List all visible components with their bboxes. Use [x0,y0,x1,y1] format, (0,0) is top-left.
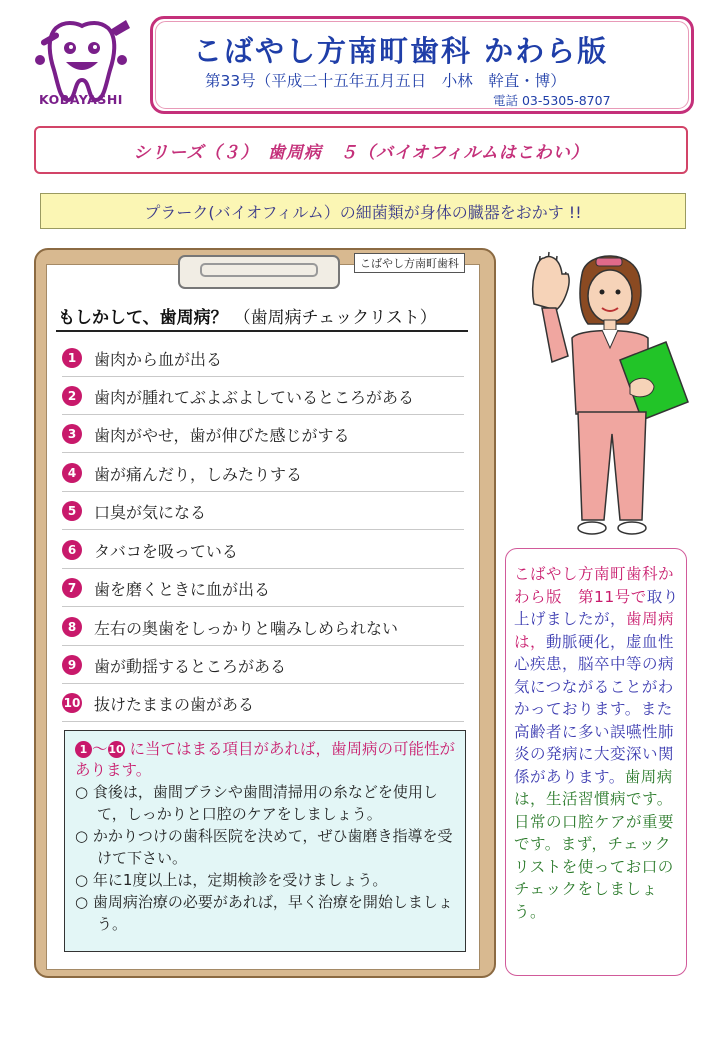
item-text: 抜けたままの歯がある [94,694,255,714]
advice-item: ○ 年に1度以上は，定期検診を受けましょう。 [75,871,388,889]
note-diseases: 動脈硬化，虚血性心疾患，脳卒中等の病気につながることがわかっております。 [514,632,675,718]
series-banner [34,126,688,174]
advice-heading-text: に当てはまる項目があれば，歯周病の可能性があります。 [75,740,455,779]
range-end-badge: 10 [108,743,124,756]
note-call-to-action: まず，チェックリストを使ってお口のチェックをしましょう。 [514,835,674,921]
newsletter-header [150,16,694,114]
item-number: 4 [62,463,82,483]
subtitle-text: プラーク(バイオフィルム）の細菌類が身体の臓器をおかす !! [144,202,582,222]
checklist-item [62,493,464,530]
item-number: 2 [62,386,82,406]
checklist-item [62,340,464,377]
checklist-title [58,303,437,328]
newsletter-title: こばやし方南町歯科 かわら版 [193,34,609,68]
item-text: 左右の奥歯をしっかりと噛みしめられない [94,618,399,638]
checklist-item [62,685,464,722]
checklist-item [62,378,464,415]
item-text: 歯肉が腫れてぶよぶよしているところがある [94,387,415,407]
title-underline [56,330,468,332]
checklist-item [62,532,464,569]
item-text: 歯が動揺するところがある [94,656,287,676]
checklist-title-sub: （歯周病チェックリスト） [233,308,437,328]
item-number: 9 [62,655,82,675]
item-number: 7 [62,578,82,598]
item-number: 6 [62,540,82,560]
note-reference: こばやし方南町歯科かわら版 第11号で [514,565,675,606]
note-topic: 歯周病は， [514,610,675,651]
item-number: 1 [62,348,82,368]
item-text: 口臭が気になる [94,502,207,522]
note-pneumonia: また高齢者に多い誤嚥性肺炎の発病に大変深い関係があります。 [514,700,675,786]
checklist-item [62,416,464,453]
clipboard-clip [178,255,340,289]
advice-heading [75,739,457,781]
range-start-badge: 1 [75,741,92,758]
item-text: 歯を磨くときに血が出る [94,579,271,599]
item-number: 3 [62,424,82,444]
note-intro: 取り上げましたが， [514,587,679,628]
item-text: 歯肉から血が出る [94,349,223,369]
note-lifestyle: 歯周病は，生活習慣病です。日常の口腔ケアが重要です。 [514,767,675,853]
checklist-item [62,570,464,607]
advice-item: ○ 食後は，歯間ブラシや歯間清掃用の糸などを使用して，しっかりと口腔のケアをしましょう。 [75,783,438,823]
item-text: 歯肉がやせ，歯が伸びた感じがする [94,425,350,445]
checklist-item [62,647,464,684]
subtitle-banner [40,193,686,229]
advice-box [64,730,466,952]
advice-item: ○ 歯周病治療の必要があれば，早く治療を開始しましょう。 [75,893,453,933]
clinic-tag: こばやし方南町歯科 [354,253,465,273]
item-number: 8 [62,617,82,637]
range-separator: ～ [92,740,108,758]
phone-number: 電話 03-5305-8707 [493,93,611,108]
logo-text: KOBAYASHI [39,92,123,107]
item-number: 5 [62,501,82,521]
issue-info: 第33号（平成二十五年五月五日 小林 幹直・博） [205,72,566,90]
item-number: 10 [62,693,82,713]
nurse-waving-icon [516,244,696,544]
side-note [505,548,687,976]
checklist-title-main: もしかして、歯周病？ [58,308,228,328]
checklist-item [62,455,464,492]
item-text: タバコを吸っている [94,541,238,561]
checklist-item [62,609,464,646]
advice-item: ○ かかりつけの歯科医院を決めて，ぜひ歯磨き指導を受けて下さい。 [75,827,453,867]
series-title: シリーズ（３） 歯周病 ５（バイオフィルムはこわい） [133,142,589,163]
item-text: 歯が痛んだり，しみたりする [94,464,303,484]
